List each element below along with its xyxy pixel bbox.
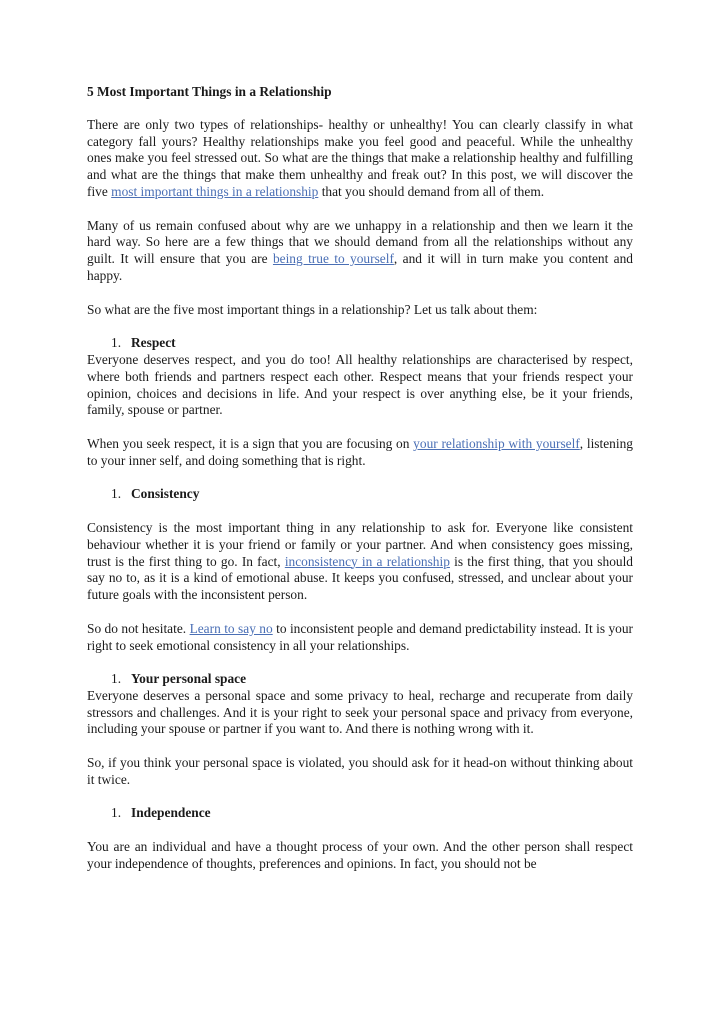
consistency-p2-text: So do not hesitate.	[87, 620, 190, 636]
list-number: 1.	[111, 486, 122, 502]
respect-p2-text-end: , listening to your inner self, and doing something that is right.	[87, 435, 633, 468]
personal-space-paragraph-1: Everyone deserves a personal space and some privacy to heal, recharge and recuperate from daily stressors and challenges. And it is your right to seek your personal space and privacy from everyone, including your spouse or partner if you want to. And there is nothing wrong with it.	[87, 687, 633, 737]
personal-space-paragraph-2: So, if you think your personal space is violated, you should ask for it head-on without thinking about it twice.	[87, 755, 633, 787]
consistency-paragraph-1	[87, 520, 633, 604]
intro-text-end: that you should demand from all of them.	[318, 183, 545, 199]
section-heading-respect: Respect	[131, 335, 176, 351]
respect-paragraph-1: Everyone deserves respect, and you do too! All healthy relationships are characterised by respect, where both friends and partners respect each other. Respect means that your friends respect your opinion, choices and decisions in life. And your respect is over anything else, be it your friends, family, spouse or partner.	[87, 351, 633, 418]
link-being-true[interactable]: being true to yourself	[272, 251, 394, 267]
link-inconsistency[interactable]: inconsistency in a relationship	[284, 553, 450, 569]
independence-paragraph-1: You are an individual and have a thought process of your own. And the other person shall respect your independence of thoughts, preferences and opinions. In fact, you should not be	[87, 839, 633, 871]
document-page	[87, 84, 633, 889]
list-number: 1.	[111, 805, 122, 821]
respect-paragraph-2	[87, 436, 633, 470]
list-item-respect	[87, 335, 633, 352]
list-item-consistency	[87, 486, 633, 503]
intro-paragraph	[87, 117, 633, 201]
consistency-p1-text-end: is the first thing, that you should say no to, as it is a kind of emotional abuse. It keeps you confused, stressed, and unclear about your future goals with the inconsistent person.	[87, 553, 634, 603]
consistency-paragraph-2	[87, 621, 633, 655]
link-relationship-with-yourself[interactable]: your relationship with yourself	[413, 435, 580, 451]
paragraph-3: So what are the five most important things in a relationship? Let us talk about them:	[87, 301, 538, 317]
list-item-personal-space	[87, 671, 633, 688]
list-item-independence	[87, 805, 633, 822]
section-heading-independence: Independence	[131, 805, 211, 821]
section-heading-personal-space: Your personal space	[131, 671, 247, 687]
list-number: 1.	[111, 335, 122, 351]
link-important-things[interactable]: most important things in a relationship	[111, 183, 319, 199]
section-heading-consistency: Consistency	[131, 486, 200, 502]
paragraph-2	[87, 218, 633, 285]
respect-p2-text: When you seek respect, it is a sign that you are focusing on	[87, 435, 414, 451]
para2-text-end: , and it will in turn make you content and happy.	[87, 251, 633, 283]
link-learn-to-say-no[interactable]: Learn to say no	[189, 620, 273, 636]
para2-text: Many of us remain confused about why are we unhappy in a relationship and then we learn it the hard way. So here are a few things that we should demand from all the relationships without any guilt. It will ensure that you are	[87, 217, 633, 267]
intro-text: There are only two types of relationships- healthy or unhealthy! You can clearly classify in what category fall yours? Healthy relationships make you feel good and peaceful. While the unhealthy ones make you feel stressed out. So what are the things that make a relationship healthy and fulfilling and what are the things that make them unhealthy and freak out? In this post, we will discover the five	[87, 116, 633, 199]
list-number: 1.	[111, 671, 122, 687]
consistency-p1-text: Consistency is the most important thing in any relationship to ask for. Everyone like consistent behaviour whether it is your friend or family or your partner. And when consistency goes missing, trust is the first thing to go. In fact,	[87, 519, 633, 569]
document-title: 5 Most Important Things in a Relationship	[87, 84, 332, 99]
consistency-p2-text-end: to inconsistent people and demand predictability instead. It is your right to seek emotional consistency in all your relationships.	[87, 620, 634, 653]
